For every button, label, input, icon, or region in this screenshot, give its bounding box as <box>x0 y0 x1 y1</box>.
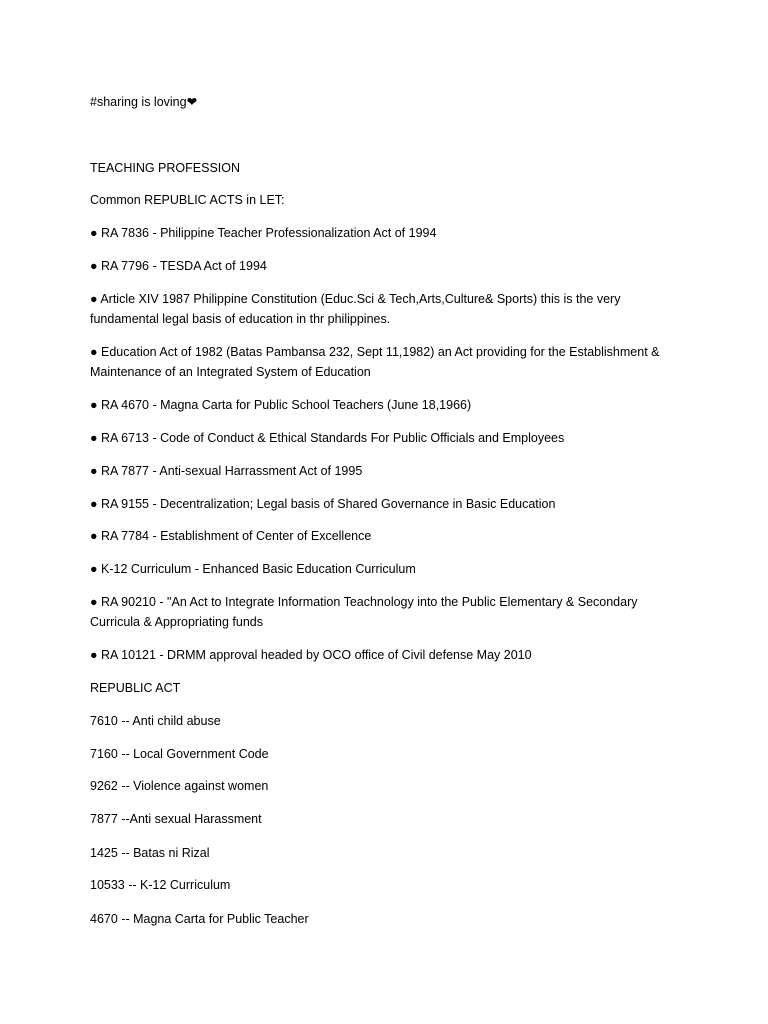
act-item: 1425 -- Batas ni Rizal <box>90 846 210 860</box>
act-item: 7610 -- Anti child abuse <box>90 714 221 728</box>
bullet-item: ● RA 10121 - DRMM approval headed by OCO office of Civil defense May 2010 <box>90 648 532 662</box>
intro-text: #sharing is loving❤ <box>90 95 198 109</box>
bullet-item: ● K-12 Curriculum - Enhanced Basic Education Curriculum <box>90 562 416 576</box>
act-item: 9262 -- Violence against women <box>90 779 269 793</box>
bullet-item: ● RA 7877 - Anti-sexual Harrassment Act of 1995 <box>90 464 363 478</box>
bullet-item: ● Education Act of 1982 (Batas Pambansa 232, Sept 11,1982) an Act providing for the Establishment & Maintenance of an Integrated System of Education <box>90 345 660 379</box>
bullet-item: ● RA 7796 - TESDA Act of 1994 <box>90 259 267 273</box>
bullet-item: ● RA 9155 - Decentralization; Legal basis of Shared Governance in Basic Education <box>90 497 556 511</box>
subheading: Common REPUBLIC ACTS in LET: <box>90 193 285 207</box>
section2-heading: REPUBLIC ACT <box>90 681 181 695</box>
bullet-item: ● RA 7784 - Establishment of Center of Excellence <box>90 529 372 543</box>
act-item: 7877 --Anti sexual Harassment <box>90 812 262 826</box>
bullet-item: ● RA 4670 - Magna Carta for Public School Teachers (June 18,1966) <box>90 398 472 412</box>
act-item: 4670 -- Magna Carta for Public Teacher <box>90 912 309 926</box>
section-heading: TEACHING PROFESSION <box>90 161 241 175</box>
bullet-item: ● Article XIV 1987 Philippine Constitution (Educ.Sci & Tech,Arts,Culture& Sports) this is the very fundamental legal basis of education in thr philippines. <box>90 292 621 326</box>
act-item: 10533 -- K-12 Curriculum <box>90 878 231 892</box>
act-item: 7160 -- Local Government Code <box>90 747 269 761</box>
bullet-item: ● RA 7836 - Philippine Teacher Professionalization Act of 1994 <box>90 226 437 240</box>
bullet-item: ● RA 90210 - "An Act to Integrate Information Teachnology into the Public Elementary & Secondary Curricula & Appropriating funds <box>90 595 638 629</box>
bullet-item: ● RA 6713 - Code of Conduct & Ethical Standards For Public Officials and Employees <box>90 431 565 445</box>
